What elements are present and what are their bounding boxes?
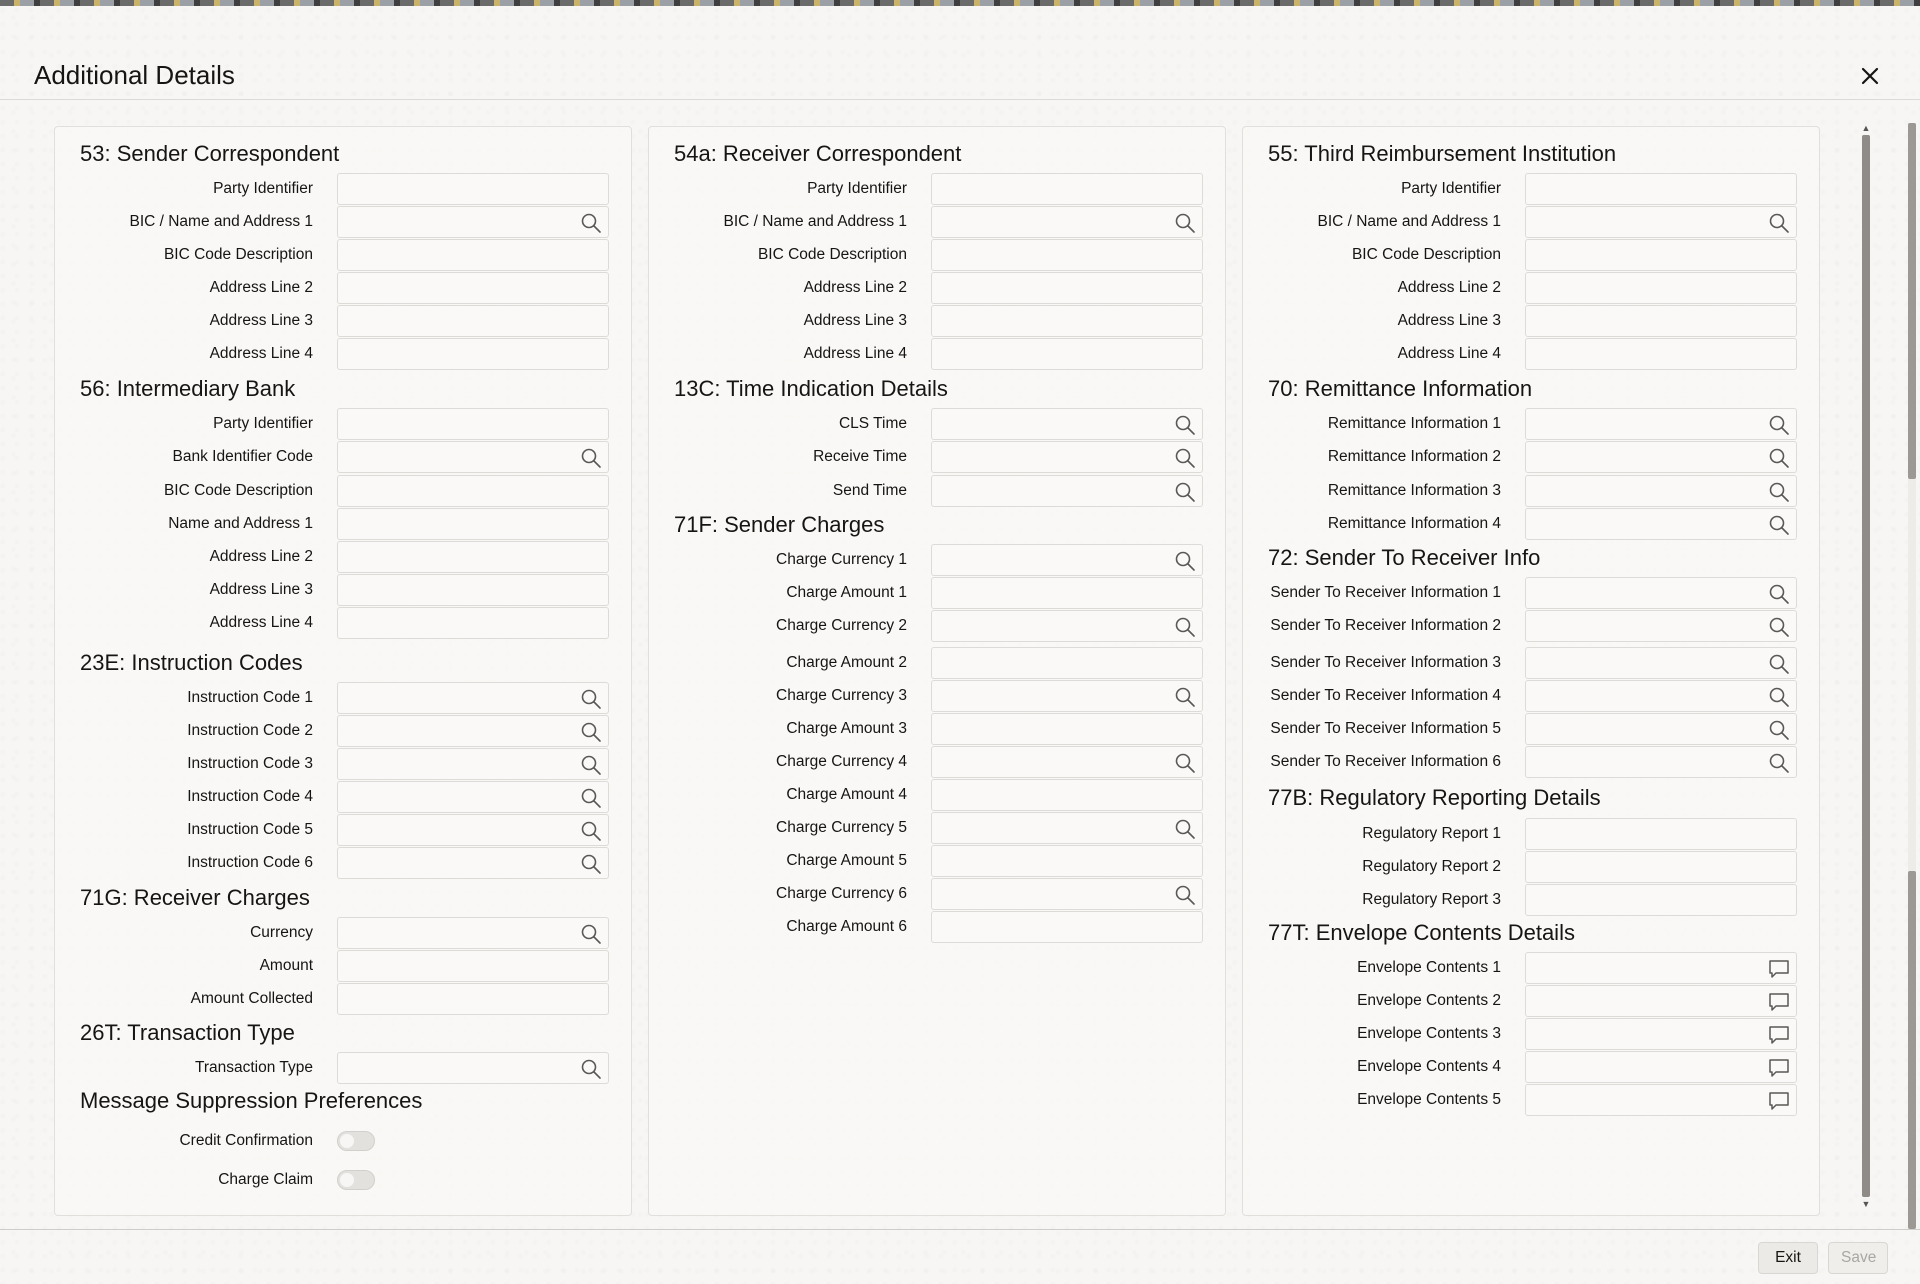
sender-to-receiver-information-1-input[interactable] xyxy=(1525,577,1797,609)
field-label: Address Line 2 xyxy=(803,279,907,296)
dialog-header xyxy=(0,6,1920,100)
field-label: Charge Currency 5 xyxy=(776,819,907,836)
charge-currency-2-input[interactable] xyxy=(931,610,1203,642)
form-row-party-identifier xyxy=(55,173,633,205)
address-line-2-input[interactable] xyxy=(337,272,609,304)
charge-currency-6-input[interactable] xyxy=(931,878,1203,910)
address-line-4-input[interactable] xyxy=(337,338,609,370)
instruction-code-1-input[interactable] xyxy=(337,682,609,714)
address-line-4-input[interactable] xyxy=(1525,338,1797,370)
field-label: Charge Amount 2 xyxy=(786,654,907,671)
address-line-2-input[interactable] xyxy=(931,272,1203,304)
search-icon[interactable] xyxy=(1174,550,1196,572)
form-row-address-line-4 xyxy=(55,338,633,370)
search-icon[interactable] xyxy=(1174,884,1196,906)
column-left xyxy=(54,126,632,1216)
form-row-address-line-4 xyxy=(1243,338,1821,370)
form-row-bic-name-and-address-1 xyxy=(1243,206,1821,238)
field-label: Regulatory Report 2 xyxy=(1362,858,1501,875)
field-label: Instruction Code 4 xyxy=(187,788,313,805)
section-title-71g-receiver-charges: 71G: Receiver Charges xyxy=(80,885,310,910)
close-icon xyxy=(1856,62,1884,90)
receive-time-input[interactable] xyxy=(931,441,1203,473)
instruction-code-6-input[interactable] xyxy=(337,847,609,879)
column-right xyxy=(1242,126,1820,1216)
dialog-scroll-thumb-lower[interactable] xyxy=(1908,871,1916,1229)
field-label: Instruction Code 5 xyxy=(187,821,313,838)
field-label: Charge Amount 5 xyxy=(786,852,907,869)
field-label: Remittance Information 3 xyxy=(1327,482,1501,499)
search-icon[interactable] xyxy=(1174,686,1196,708)
field-label: Address Line 4 xyxy=(209,614,313,631)
field-label: Instruction Code 2 xyxy=(187,722,313,739)
search-icon[interactable] xyxy=(1174,481,1196,503)
field-label: CLS Time xyxy=(838,415,907,432)
charge-amount-2-input[interactable] xyxy=(931,647,1203,679)
field-label: Address Line 4 xyxy=(1397,345,1501,362)
party-identifier-input[interactable] xyxy=(931,173,1203,205)
field-label: Send Time xyxy=(832,482,907,499)
field-label: Charge Amount 3 xyxy=(786,720,907,737)
field-label: Address Line 3 xyxy=(803,312,907,329)
form-row-sender-to-receiver-information-2 xyxy=(1243,610,1821,642)
search-icon[interactable] xyxy=(1174,212,1196,234)
panel-scrollbar[interactable] xyxy=(1860,123,1872,1209)
form-row-envelope-contents-2 xyxy=(1243,985,1821,1017)
search-icon[interactable] xyxy=(1174,752,1196,774)
bic-name-and-address-1-input[interactable] xyxy=(337,206,609,238)
regulatory-report-2-input[interactable] xyxy=(1525,851,1797,883)
bic-name-and-address-1-input[interactable] xyxy=(931,206,1203,238)
sender-to-receiver-information-2-input[interactable] xyxy=(1525,610,1797,642)
form-row-address-line-3 xyxy=(55,305,633,337)
party-identifier-input[interactable] xyxy=(337,408,609,440)
form-row-name-and-address-1 xyxy=(55,508,633,540)
search-icon[interactable] xyxy=(1174,447,1196,469)
field-label: Address Line 3 xyxy=(1397,312,1501,329)
search-icon[interactable] xyxy=(580,721,602,743)
form-row-address-line-2 xyxy=(55,272,633,304)
form-row-sender-to-receiver-information-6 xyxy=(1243,746,1821,778)
additional-details-dialog xyxy=(0,6,1920,1284)
form-row-charge-amount-4 xyxy=(649,779,1227,811)
form-row-charge-currency-6 xyxy=(649,878,1227,910)
dialog-scrollbar[interactable] xyxy=(1906,123,1918,1229)
amount-collected-input[interactable] xyxy=(337,983,609,1015)
form-row-party-identifier xyxy=(649,173,1227,205)
form-row-address-line-4 xyxy=(55,607,633,639)
address-line-4-input[interactable] xyxy=(931,338,1203,370)
sender-to-receiver-information-6-input[interactable] xyxy=(1525,746,1797,778)
form-row-instruction-code-5 xyxy=(55,814,633,846)
field-label: Remittance Information 2 xyxy=(1327,448,1501,465)
form-row-party-identifier xyxy=(1243,173,1821,205)
scroll-up-arrow-icon[interactable]: ▲ xyxy=(1861,123,1871,133)
field-label: Charge Currency 4 xyxy=(776,753,907,770)
comment-icon[interactable] xyxy=(1768,1024,1790,1046)
field-label: Charge Claim xyxy=(218,1171,313,1188)
transaction-type-input[interactable] xyxy=(337,1052,609,1084)
search-icon[interactable] xyxy=(1768,653,1790,675)
field-label: Regulatory Report 3 xyxy=(1362,891,1501,908)
dialog-footer xyxy=(0,1229,1920,1284)
party-identifier-input[interactable] xyxy=(337,173,609,205)
field-label: Sender To Receiver Information 6 xyxy=(1270,753,1501,770)
form-row-charge-amount-5 xyxy=(649,845,1227,877)
search-icon[interactable] xyxy=(1768,212,1790,234)
form-row-regulatory-report-1 xyxy=(1243,818,1821,850)
field-label: Envelope Contents 4 xyxy=(1357,1058,1501,1075)
form-row-send-time xyxy=(649,475,1227,507)
envelope-contents-2-input[interactable] xyxy=(1525,985,1797,1017)
form-row-address-line-3 xyxy=(55,574,633,606)
search-icon[interactable] xyxy=(1174,616,1196,638)
remittance-information-2-input[interactable] xyxy=(1525,441,1797,473)
scroll-thumb[interactable] xyxy=(1862,135,1870,1197)
bic-code-description-input[interactable] xyxy=(337,475,609,507)
envelope-contents-3-input[interactable] xyxy=(1525,1018,1797,1050)
dialog-title: Additional Details xyxy=(34,60,235,90)
currency-input[interactable] xyxy=(337,917,609,949)
form-row-envelope-contents-4 xyxy=(1243,1051,1821,1083)
form-row-address-line-2 xyxy=(55,541,633,573)
address-line-3-input[interactable] xyxy=(337,305,609,337)
field-label: Sender To Receiver Information 4 xyxy=(1270,687,1501,704)
charge-currency-1-input[interactable] xyxy=(931,544,1203,576)
field-label: BIC Code Description xyxy=(163,482,313,499)
field-label: BIC / Name and Address 1 xyxy=(129,213,313,230)
charge-currency-5-input[interactable] xyxy=(931,812,1203,844)
field-label: Instruction Code 3 xyxy=(187,755,313,772)
field-label: BIC / Name and Address 1 xyxy=(723,213,907,230)
field-label: Bank Identifier Code xyxy=(172,448,313,465)
field-label: Remittance Information 1 xyxy=(1327,415,1501,432)
search-icon[interactable] xyxy=(1174,414,1196,436)
form-row-instruction-code-1 xyxy=(55,682,633,714)
form-row-charge-amount-3 xyxy=(649,713,1227,745)
search-icon[interactable] xyxy=(580,688,602,710)
field-label: Address Line 2 xyxy=(209,279,313,296)
form-row-sender-to-receiver-information-5 xyxy=(1243,713,1821,745)
field-label: Address Line 3 xyxy=(209,312,313,329)
form-row-amount-collected xyxy=(55,983,633,1015)
regulatory-report-1-input[interactable] xyxy=(1525,818,1797,850)
field-label: Remittance Information 4 xyxy=(1327,515,1501,532)
form-row-regulatory-report-3 xyxy=(1243,884,1821,916)
sender-to-receiver-information-4-input[interactable] xyxy=(1525,680,1797,712)
form-row-bic-name-and-address-1 xyxy=(649,206,1227,238)
field-label: Instruction Code 6 xyxy=(187,854,313,871)
form-row-charge-claim xyxy=(55,1164,633,1196)
sender-to-receiver-information-5-input[interactable] xyxy=(1525,713,1797,745)
search-icon[interactable] xyxy=(580,754,602,776)
section-title-53-sender-correspondent: 53: Sender Correspondent xyxy=(80,141,340,166)
instruction-code-5-input[interactable] xyxy=(337,814,609,846)
form-row-amount xyxy=(55,950,633,982)
field-label: Credit Confirmation xyxy=(179,1132,313,1149)
credit-confirmation-toggle[interactable] xyxy=(337,1131,375,1151)
field-label: Envelope Contents 5 xyxy=(1357,1091,1501,1108)
form-row-cls-time xyxy=(649,408,1227,440)
form-row-charge-amount-1 xyxy=(649,577,1227,609)
form-row-remittance-information-1 xyxy=(1243,408,1821,440)
charge-currency-3-input[interactable] xyxy=(931,680,1203,712)
field-label: Address Line 4 xyxy=(209,345,313,362)
charge-claim-toggle[interactable] xyxy=(337,1170,375,1190)
address-line-3-input[interactable] xyxy=(1525,305,1797,337)
search-icon[interactable] xyxy=(580,853,602,875)
address-line-4-input[interactable] xyxy=(337,607,609,639)
form-row-charge-amount-2 xyxy=(649,647,1227,679)
form-row-bank-identifier-code xyxy=(55,441,633,473)
form-row-sender-to-receiver-information-1 xyxy=(1243,577,1821,609)
column-middle xyxy=(648,126,1226,1216)
form-row-instruction-code-3 xyxy=(55,748,633,780)
charge-amount-1-input[interactable] xyxy=(931,577,1203,609)
charge-amount-3-input[interactable] xyxy=(931,713,1203,745)
field-label: Transaction Type xyxy=(194,1059,313,1076)
form-row-bic-code-description xyxy=(55,475,633,507)
field-label: Charge Amount 6 xyxy=(786,918,907,935)
field-label: Charge Currency 2 xyxy=(776,617,907,634)
field-label: Charge Currency 1 xyxy=(776,551,907,568)
form-row-instruction-code-6 xyxy=(55,847,633,879)
form-row-sender-to-receiver-information-4 xyxy=(1243,680,1821,712)
form-row-transaction-type xyxy=(55,1052,633,1084)
field-label: Name and Address 1 xyxy=(168,515,313,532)
search-icon[interactable] xyxy=(1768,752,1790,774)
field-label: Party Identifier xyxy=(807,180,907,197)
field-label: Charge Currency 3 xyxy=(776,687,907,704)
section-title-54a-receiver-correspondent: 54a: Receiver Correspondent xyxy=(674,141,962,166)
address-line-3-input[interactable] xyxy=(337,574,609,606)
form-row-regulatory-report-2 xyxy=(1243,851,1821,883)
form-row-remittance-information-4 xyxy=(1243,508,1821,540)
form-row-remittance-information-2 xyxy=(1243,441,1821,473)
envelope-contents-1-input[interactable] xyxy=(1525,952,1797,984)
field-label: Charge Amount 4 xyxy=(786,786,907,803)
bic-code-description-input[interactable] xyxy=(337,239,609,271)
field-label: Receive Time xyxy=(813,448,907,465)
comment-icon[interactable] xyxy=(1768,991,1790,1013)
bic-name-and-address-1-input[interactable] xyxy=(1525,206,1797,238)
form-row-charge-currency-5 xyxy=(649,812,1227,844)
instruction-code-3-input[interactable] xyxy=(337,748,609,780)
section-title-56-intermediary-bank: 56: Intermediary Bank xyxy=(80,376,296,401)
field-label: Sender To Receiver Information 5 xyxy=(1270,720,1501,737)
section-title-77t-envelope-contents-details: 77T: Envelope Contents Details xyxy=(1268,920,1575,945)
envelope-contents-5-input[interactable] xyxy=(1525,1084,1797,1116)
search-icon[interactable] xyxy=(1768,414,1790,436)
charge-amount-5-input[interactable] xyxy=(931,845,1203,877)
section-title-77b-regulatory-reporting-details: 77B: Regulatory Reporting Details xyxy=(1268,785,1601,810)
search-icon[interactable] xyxy=(580,820,602,842)
address-line-2-input[interactable] xyxy=(1525,272,1797,304)
field-label: Address Line 2 xyxy=(1397,279,1501,296)
form-row-party-identifier xyxy=(55,408,633,440)
form-row-bic-code-description xyxy=(649,239,1227,271)
field-label: Instruction Code 1 xyxy=(187,689,313,706)
form-row-sender-to-receiver-information-3 xyxy=(1243,647,1821,679)
bic-code-description-input[interactable] xyxy=(931,239,1203,271)
form-row-receive-time xyxy=(649,441,1227,473)
bic-code-description-input[interactable] xyxy=(1525,239,1797,271)
section-title-message-suppression-preferences: Message Suppression Preferences xyxy=(80,1088,423,1113)
remittance-information-3-input[interactable] xyxy=(1525,475,1797,507)
section-title-26t-transaction-type: 26T: Transaction Type xyxy=(80,1020,295,1045)
remittance-information-1-input[interactable] xyxy=(1525,408,1797,440)
address-line-3-input[interactable] xyxy=(931,305,1203,337)
search-icon[interactable] xyxy=(580,212,602,234)
form-row-instruction-code-2 xyxy=(55,715,633,747)
scroll-down-arrow-icon[interactable]: ▼ xyxy=(1861,1199,1871,1209)
search-icon[interactable] xyxy=(1768,719,1790,741)
form-row-remittance-information-3 xyxy=(1243,475,1821,507)
field-label: Envelope Contents 2 xyxy=(1357,992,1501,1009)
form-row-charge-currency-2 xyxy=(649,610,1227,642)
field-label: Envelope Contents 1 xyxy=(1357,959,1501,976)
search-icon[interactable] xyxy=(580,447,602,469)
field-label: BIC / Name and Address 1 xyxy=(1317,213,1501,230)
field-label: Address Line 2 xyxy=(209,548,313,565)
form-row-bic-code-description xyxy=(55,239,633,271)
search-icon[interactable] xyxy=(580,787,602,809)
comment-icon[interactable] xyxy=(1768,958,1790,980)
form-row-bic-name-and-address-1 xyxy=(55,206,633,238)
save-button[interactable]: Save xyxy=(1828,1242,1888,1274)
field-label: Sender To Receiver Information 1 xyxy=(1270,584,1501,601)
field-label: Regulatory Report 1 xyxy=(1362,825,1501,842)
search-icon[interactable] xyxy=(1174,818,1196,840)
field-label: Sender To Receiver Information 3 xyxy=(1270,654,1501,671)
instruction-code-2-input[interactable] xyxy=(337,715,609,747)
charge-amount-6-input[interactable] xyxy=(931,911,1203,943)
field-label: BIC Code Description xyxy=(163,246,313,263)
regulatory-report-3-input[interactable] xyxy=(1525,884,1797,916)
form-row-envelope-contents-3 xyxy=(1243,1018,1821,1050)
field-label: Currency xyxy=(250,924,313,941)
form-row-address-line-2 xyxy=(649,272,1227,304)
field-label: Party Identifier xyxy=(213,415,313,432)
field-label: Charge Amount 1 xyxy=(786,584,907,601)
section-title-72-sender-to-receiver-info: 72: Sender To Receiver Info xyxy=(1268,545,1541,570)
dialog-scroll-thumb-upper[interactable] xyxy=(1908,123,1916,479)
charge-amount-4-input[interactable] xyxy=(931,779,1203,811)
field-label: Charge Currency 6 xyxy=(776,885,907,902)
envelope-contents-4-input[interactable] xyxy=(1525,1051,1797,1083)
field-label: Amount xyxy=(259,957,313,974)
name-and-address-1-input[interactable] xyxy=(337,508,609,540)
field-label: BIC Code Description xyxy=(757,246,907,263)
instruction-code-4-input[interactable] xyxy=(337,781,609,813)
form-row-address-line-3 xyxy=(649,305,1227,337)
bank-identifier-code-input[interactable] xyxy=(337,441,609,473)
form-row-charge-currency-4 xyxy=(649,746,1227,778)
party-identifier-input[interactable] xyxy=(1525,173,1797,205)
form-row-bic-code-description xyxy=(1243,239,1821,271)
amount-input[interactable] xyxy=(337,950,609,982)
search-icon[interactable] xyxy=(1768,686,1790,708)
section-title-23e-instruction-codes: 23E: Instruction Codes xyxy=(80,650,303,675)
exit-button[interactable]: Exit xyxy=(1758,1242,1818,1274)
field-label: Amount Collected xyxy=(190,990,313,1007)
cls-time-input[interactable] xyxy=(931,408,1203,440)
search-icon[interactable] xyxy=(1768,481,1790,503)
form-row-charge-currency-3 xyxy=(649,680,1227,712)
close-button[interactable] xyxy=(1856,62,1884,90)
form-row-address-line-2 xyxy=(1243,272,1821,304)
field-label: Party Identifier xyxy=(213,180,313,197)
comment-icon[interactable] xyxy=(1768,1057,1790,1079)
search-icon[interactable] xyxy=(1768,447,1790,469)
search-icon[interactable] xyxy=(580,1058,602,1080)
field-label: Party Identifier xyxy=(1401,180,1501,197)
field-label: BIC Code Description xyxy=(1351,246,1501,263)
form-row-currency xyxy=(55,917,633,949)
comment-icon[interactable] xyxy=(1768,1090,1790,1112)
section-title-55-third-reimbursement-institution: 55: Third Reimbursement Institution xyxy=(1268,141,1617,166)
form-row-envelope-contents-1 xyxy=(1243,952,1821,984)
form-row-envelope-contents-5 xyxy=(1243,1084,1821,1116)
form-row-charge-currency-1 xyxy=(649,544,1227,576)
charge-currency-4-input[interactable] xyxy=(931,746,1203,778)
search-icon[interactable] xyxy=(1768,583,1790,605)
form-row-credit-confirmation xyxy=(55,1125,633,1157)
send-time-input[interactable] xyxy=(931,475,1203,507)
field-label: Envelope Contents 3 xyxy=(1357,1025,1501,1042)
section-title-70-remittance-information: 70: Remittance Information xyxy=(1268,376,1533,401)
form-row-address-line-3 xyxy=(1243,305,1821,337)
form-row-instruction-code-4 xyxy=(55,781,633,813)
section-title-13c-time-indication-details: 13C: Time Indication Details xyxy=(674,376,948,401)
dialog-content xyxy=(0,101,1920,1229)
sender-to-receiver-information-3-input[interactable] xyxy=(1525,647,1797,679)
field-label: Address Line 3 xyxy=(209,581,313,598)
field-label: Sender To Receiver Information 2 xyxy=(1270,617,1501,634)
search-icon[interactable] xyxy=(1768,514,1790,536)
field-label: Address Line 4 xyxy=(803,345,907,362)
remittance-information-4-input[interactable] xyxy=(1525,508,1797,540)
section-title-71f-sender-charges: 71F: Sender Charges xyxy=(674,512,885,537)
form-row-charge-amount-6 xyxy=(649,911,1227,943)
search-icon[interactable] xyxy=(1768,616,1790,638)
address-line-2-input[interactable] xyxy=(337,541,609,573)
form-row-address-line-4 xyxy=(649,338,1227,370)
search-icon[interactable] xyxy=(580,923,602,945)
